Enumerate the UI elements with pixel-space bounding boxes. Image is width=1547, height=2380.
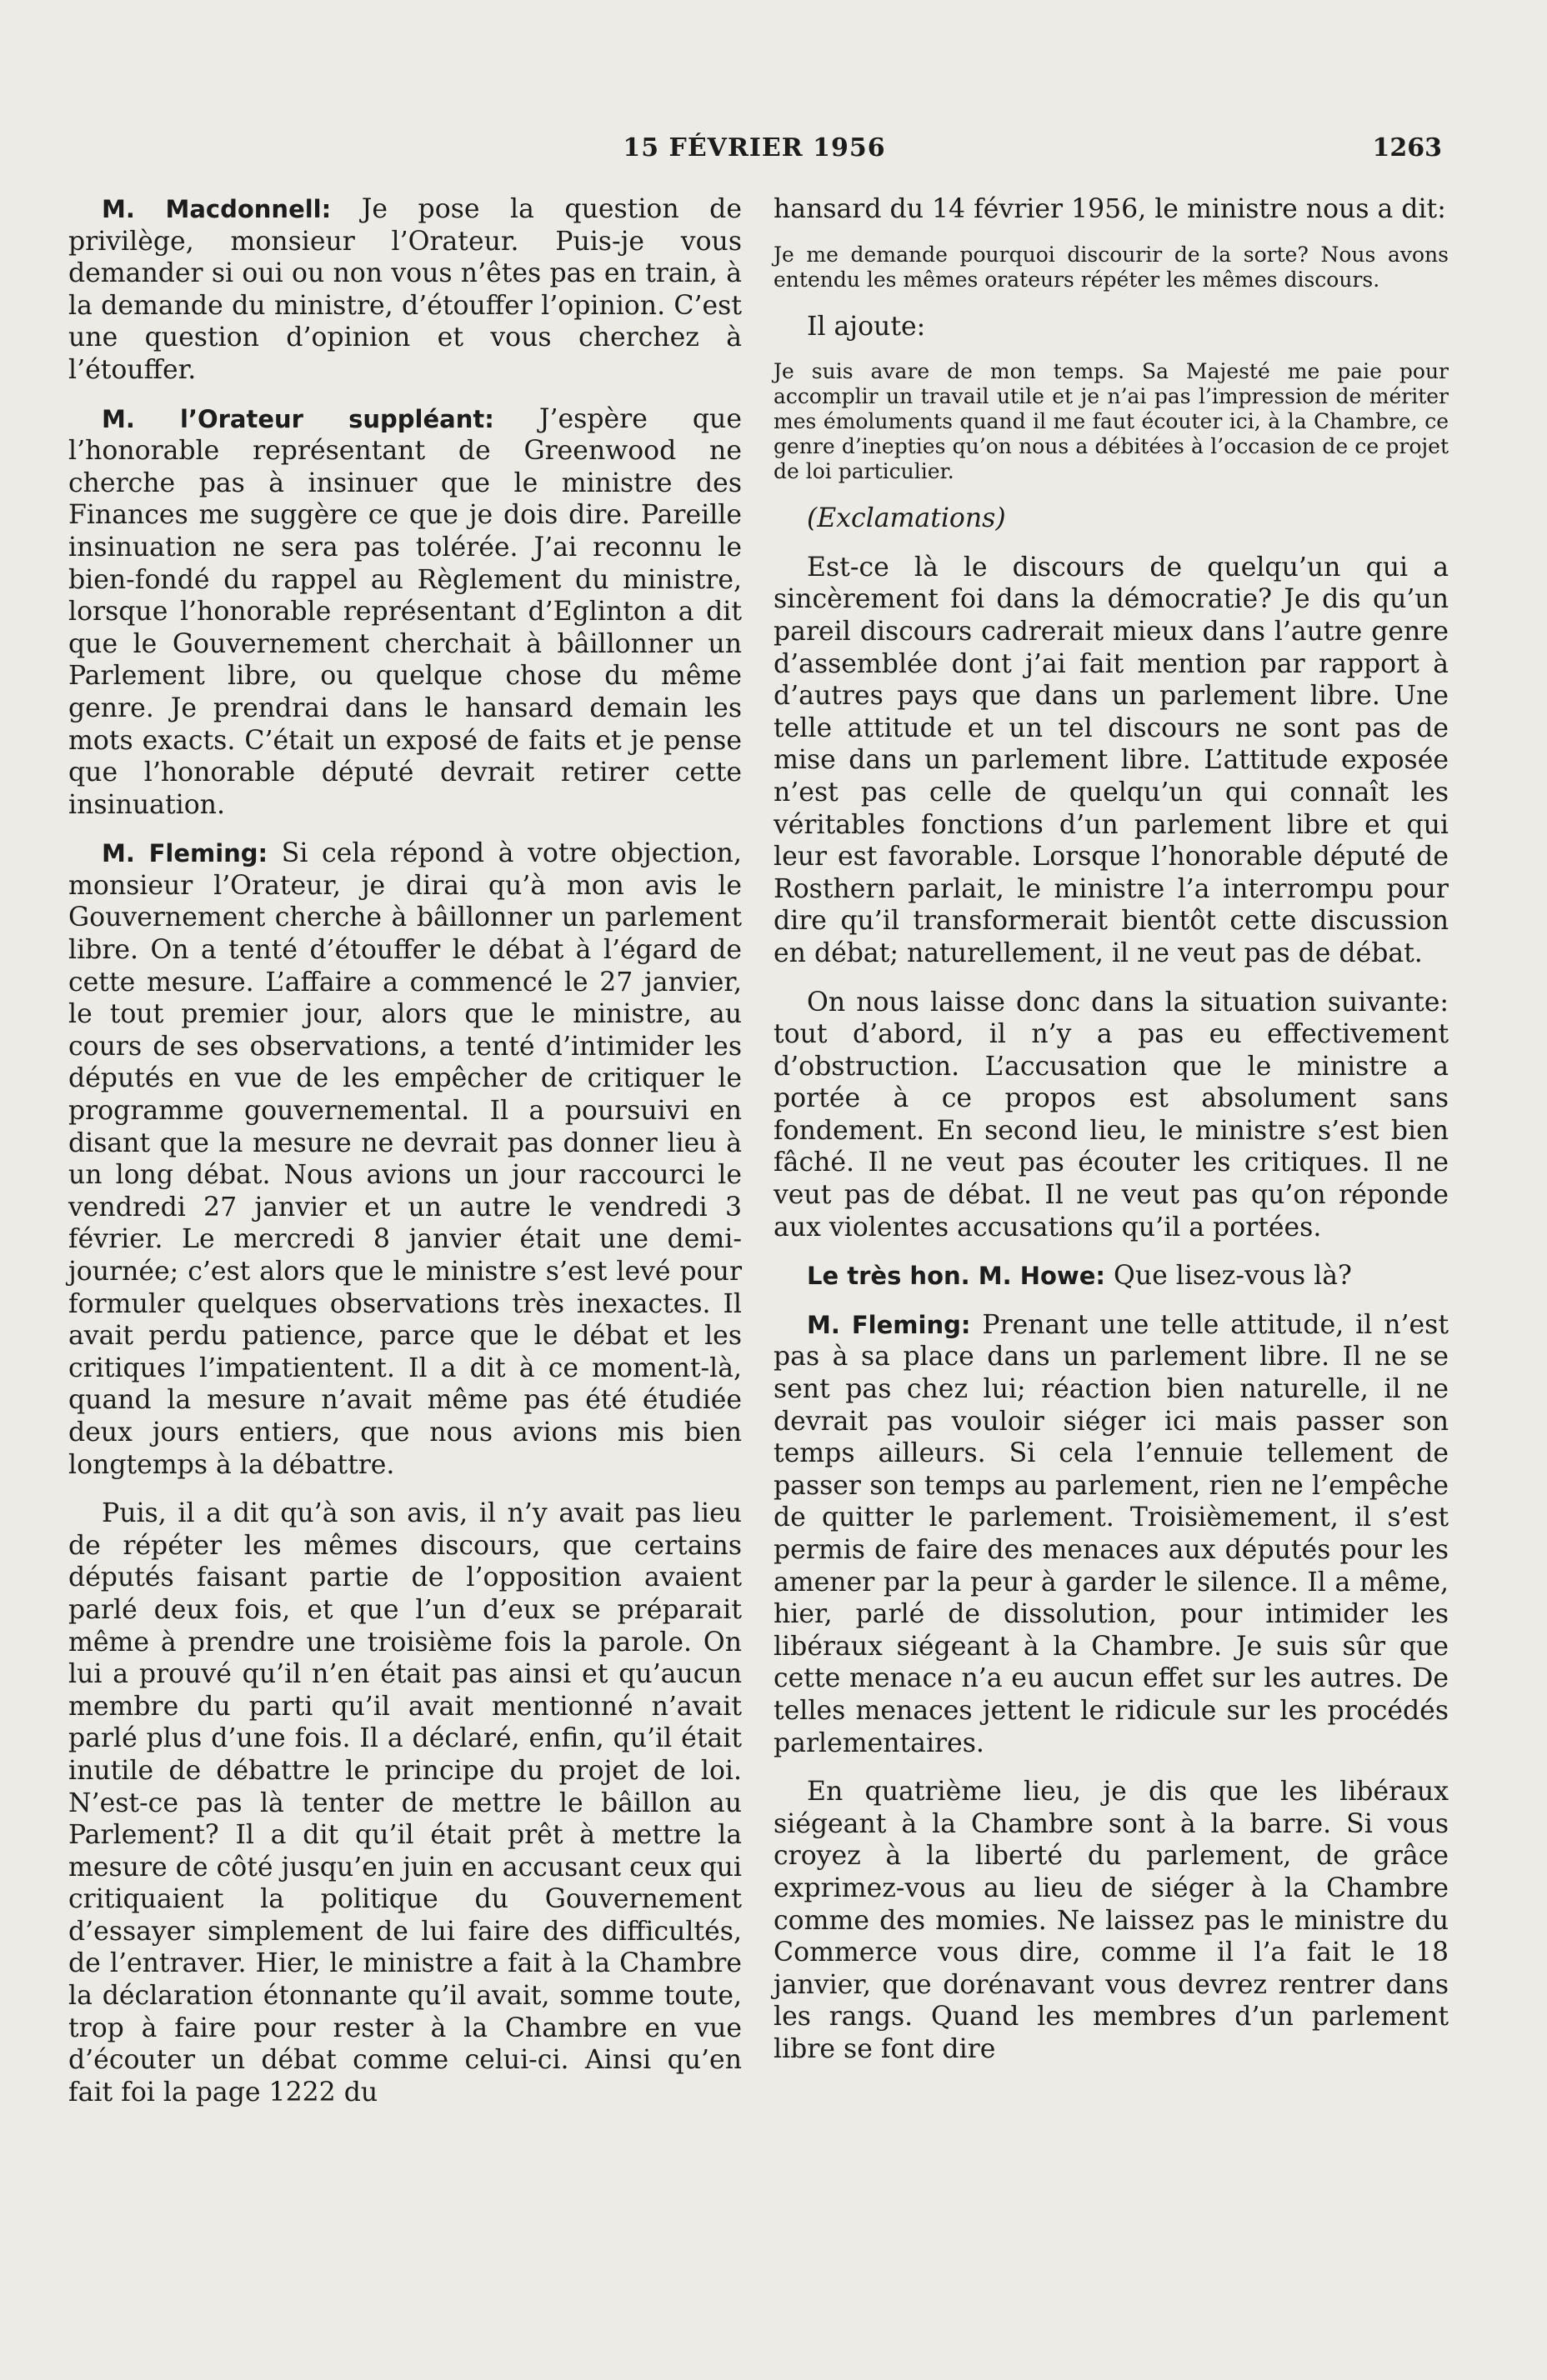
paragraph-text: Que lisez-vous là? <box>1104 1261 1352 1292</box>
paragraph-text: hansard du 14 février 1956, le ministre nous a dit: <box>774 194 1446 224</box>
paragraph-continuation <box>68 1498 742 2108</box>
paragraph-text-block <box>774 987 1449 1244</box>
paragraph-macdonnell <box>68 193 742 387</box>
paragraph-howe <box>774 1260 1449 1292</box>
paragraph-text: Il ajoute: <box>807 311 926 342</box>
page-header <box>67 133 1442 167</box>
header-date: 15 FÉVRIER 1956 <box>623 133 886 162</box>
paragraph-ajoute <box>774 311 1449 343</box>
paragraph-text: J’espère que l’honorable représentant de Greenwood ne cherche pas à insinuer que le ministre des Finances me suggère ce que je dois dire. Pareille insinuation ne sera pas tolérée. J’ai reconnu le bien-fondé du rappel au Règlement du ministre, lorsque l’honorable représentant d’Eglinton a dit que le Gouvernement cherchait à bâillonner un Parlement libre, ou quelque chose du même genre. Je prendrai dans le hansard demain les mots exacts. C’était un exposé de faits et je pense que l’honorable député devrait retirer cette insinuation. <box>68 403 742 820</box>
paragraph-text-block <box>774 552 1449 970</box>
page-number: 1263 <box>1372 133 1442 162</box>
paragraph-text: Je pose la question de privilège, monsieur l’Orateur. Puis-je vous demander si oui ou non vous n’êtes pas en train, à la demande du ministre, d’étouffer l’opinion. C’est une question d’opinion et vous cherchez à l’étouffer. <box>68 194 742 385</box>
speaker-name: M. Fleming: <box>102 839 268 868</box>
paragraph-text-block <box>774 1776 1449 2065</box>
speaker-name: M. Fleming: <box>807 1310 971 1339</box>
paragraph-text: Est-ce là le discours de quelqu’un qui a sincèrement foi dans la démocratie? Je dis qu’un pareil discours cadrerait mieux dans l’autre genre d’assemblée dont j’ai fait mention par rapport à d’autres pays que dans un parlement libre. Une telle attitude et un tel discours ne sont pas de mise dans un parlement libre. L’attitude exposée n’est pas celle de quelqu’un qui connaît les véritables fonctions d’un parlement libre et qui leur est favorable. Lorsque l’honorable député de Rosthern parlait, le ministre l’a interrompu pour dire qu’il transformerait bientôt cette discussion en débat; naturellement, il ne veut pas de débat. <box>774 552 1449 968</box>
speaker-name: M. Macdonnell: <box>102 195 332 223</box>
paragraph-text: Puis, il a dit qu’à son avis, il n’y avait pas lieu de répéter les mêmes discours, que certains députés faisant partie de l’opposition avaient parlé deux fois, et que l’un d’eux se préparait même à prendre une troisième fois la parole. On lui a prouvé qu’il n’en était pas ainsi et qu’aucun membre du parti qu’il avait mentionné n’avait parlé plus d’une fois. Il a déclaré, enfin, qu’il était inutile de débattre le principe du projet de loi. N’est-ce pas là tenter de mettre le bâillon au Parlement? Il a dit qu’il était prêt à mettre la mesure de côté jusqu’en juin en accusant ceux qui critiquaient la politique du Gouvernement d’essayer simplement de lui faire des difficultés, de l’entraver. Hier, le ministre a fait à la Chambre la déclaration étonnante qu’il avait, somme toute, trop à faire pour rester à la Chambre en vue d’écouter un débat comme celui-ci. Ainsi qu’en fait foi la page 1222 du <box>68 1498 742 2108</box>
paragraph-text: En quatrième lieu, je dis que les libéraux siégeant à la Chambre sont à la barre. Si vous croyez à la liberté du parlement, de grâce exprimez-vous au lieu de siéger à la Chambre comme des momies. Ne laissez pas le ministre du Commerce vous dire, comme il l’a fait le 18 janvier, que dorénavant vous devrez rentrer dans les rangs. Quand les membres d’un parlement libre se font dire <box>774 1777 1449 2064</box>
paragraph-orateur-suppleant <box>68 403 742 822</box>
paragraph-text: Prenant une telle attitude, il n’est pas à sa place dans un parlement libre. Il ne se sent pas chez lui; réaction bien naturelle, il ne devrait pas vouloir siéger ici mais passer son temps ailleurs. Si cela l’ennuie tellement de passer son temps au parlement, rien ne l’empêche de quitter le parlement. Troisièmement, il s’est permis de faire des menaces aux députés pour les amener par la peur à garder le silence. Il a même, hier, parlé de dissolution, pour intimider les libéraux siégeant à la Chambre. Je suis sûr que cette menace n’a eu aucun effet sur les autres. De telles menaces jettent le ridicule sur les procédés parlementaires. <box>774 1309 1449 1758</box>
right-column <box>774 193 1449 2082</box>
speaker-name: M. l’Orateur suppléant: <box>102 404 494 433</box>
block-quote: Je suis avare de mon temps. Sa Majesté me paie pour accomplir un travail utile et je n’ai pas l’impression de mériter mes émoluments quand il me faut écouter ici, à la Chambre, ce genre d’inepties qu’on nous a débitées à l’occasion de ce projet de loi particulier. <box>774 359 1449 484</box>
paragraph-fleming <box>68 838 742 1481</box>
exclamations: (Exclamations) <box>807 503 1006 534</box>
left-column <box>68 193 742 2125</box>
block-quote: Je me demande pourquoi discourir de la sorte? Nous avons entendu les mêmes orateurs répéter les mêmes discours. <box>774 242 1449 292</box>
speaker-name: Le très hon. M. Howe: <box>807 1262 1105 1291</box>
paragraph-text: On nous laisse donc dans la situation suivante: tout d’abord, il n’y a pas eu effectivement d’obstruction. L’accusation que le ministre a portée à ce propos est absolument sans fondement. En second lieu, le ministre s’est bien fâché. Il ne veut pas écouter les critiques. Il ne veut pas de débat. Il ne veut pas qu’on réponde aux violentes accusations qu’il a portées. <box>774 987 1449 1242</box>
paragraph-hansard <box>774 193 1449 226</box>
paragraph-fleming <box>774 1309 1449 1759</box>
paragraph-text: Si cela répond à votre objection, monsieur l’Orateur, je dirai qu’à mon avis le Gouvernement cherche à bâillonner un parlement libre. On a tenté d’étouffer le débat à l’égard de cette mesure. L’affaire a commencé le 27 janvier, le tout premier jour, alors que le ministre, au cours de ses observations, a tenté d’intimider les députés en vue de les empêcher de critiquer le programme gouvernemental. Il a poursuivi en disant que la mesure ne devrait pas donner lieu à un long débat. Nous avions un jour raccourci le vendredi 27 janvier et un autre le vendredi 3 février. Le mercredi 8 janvier était une demi-journée; c’est alors que le ministre s’est levé pour formuler quelques observations très inexactes. Il avait perdu patience, parce que le débat et les critiques l’impatientent. Il a dit à ce moment-là, quand la mesure n’avait même pas été étudiée deux jours entiers, que nous avions mis bien longtemps à la débattre. <box>68 838 742 1480</box>
